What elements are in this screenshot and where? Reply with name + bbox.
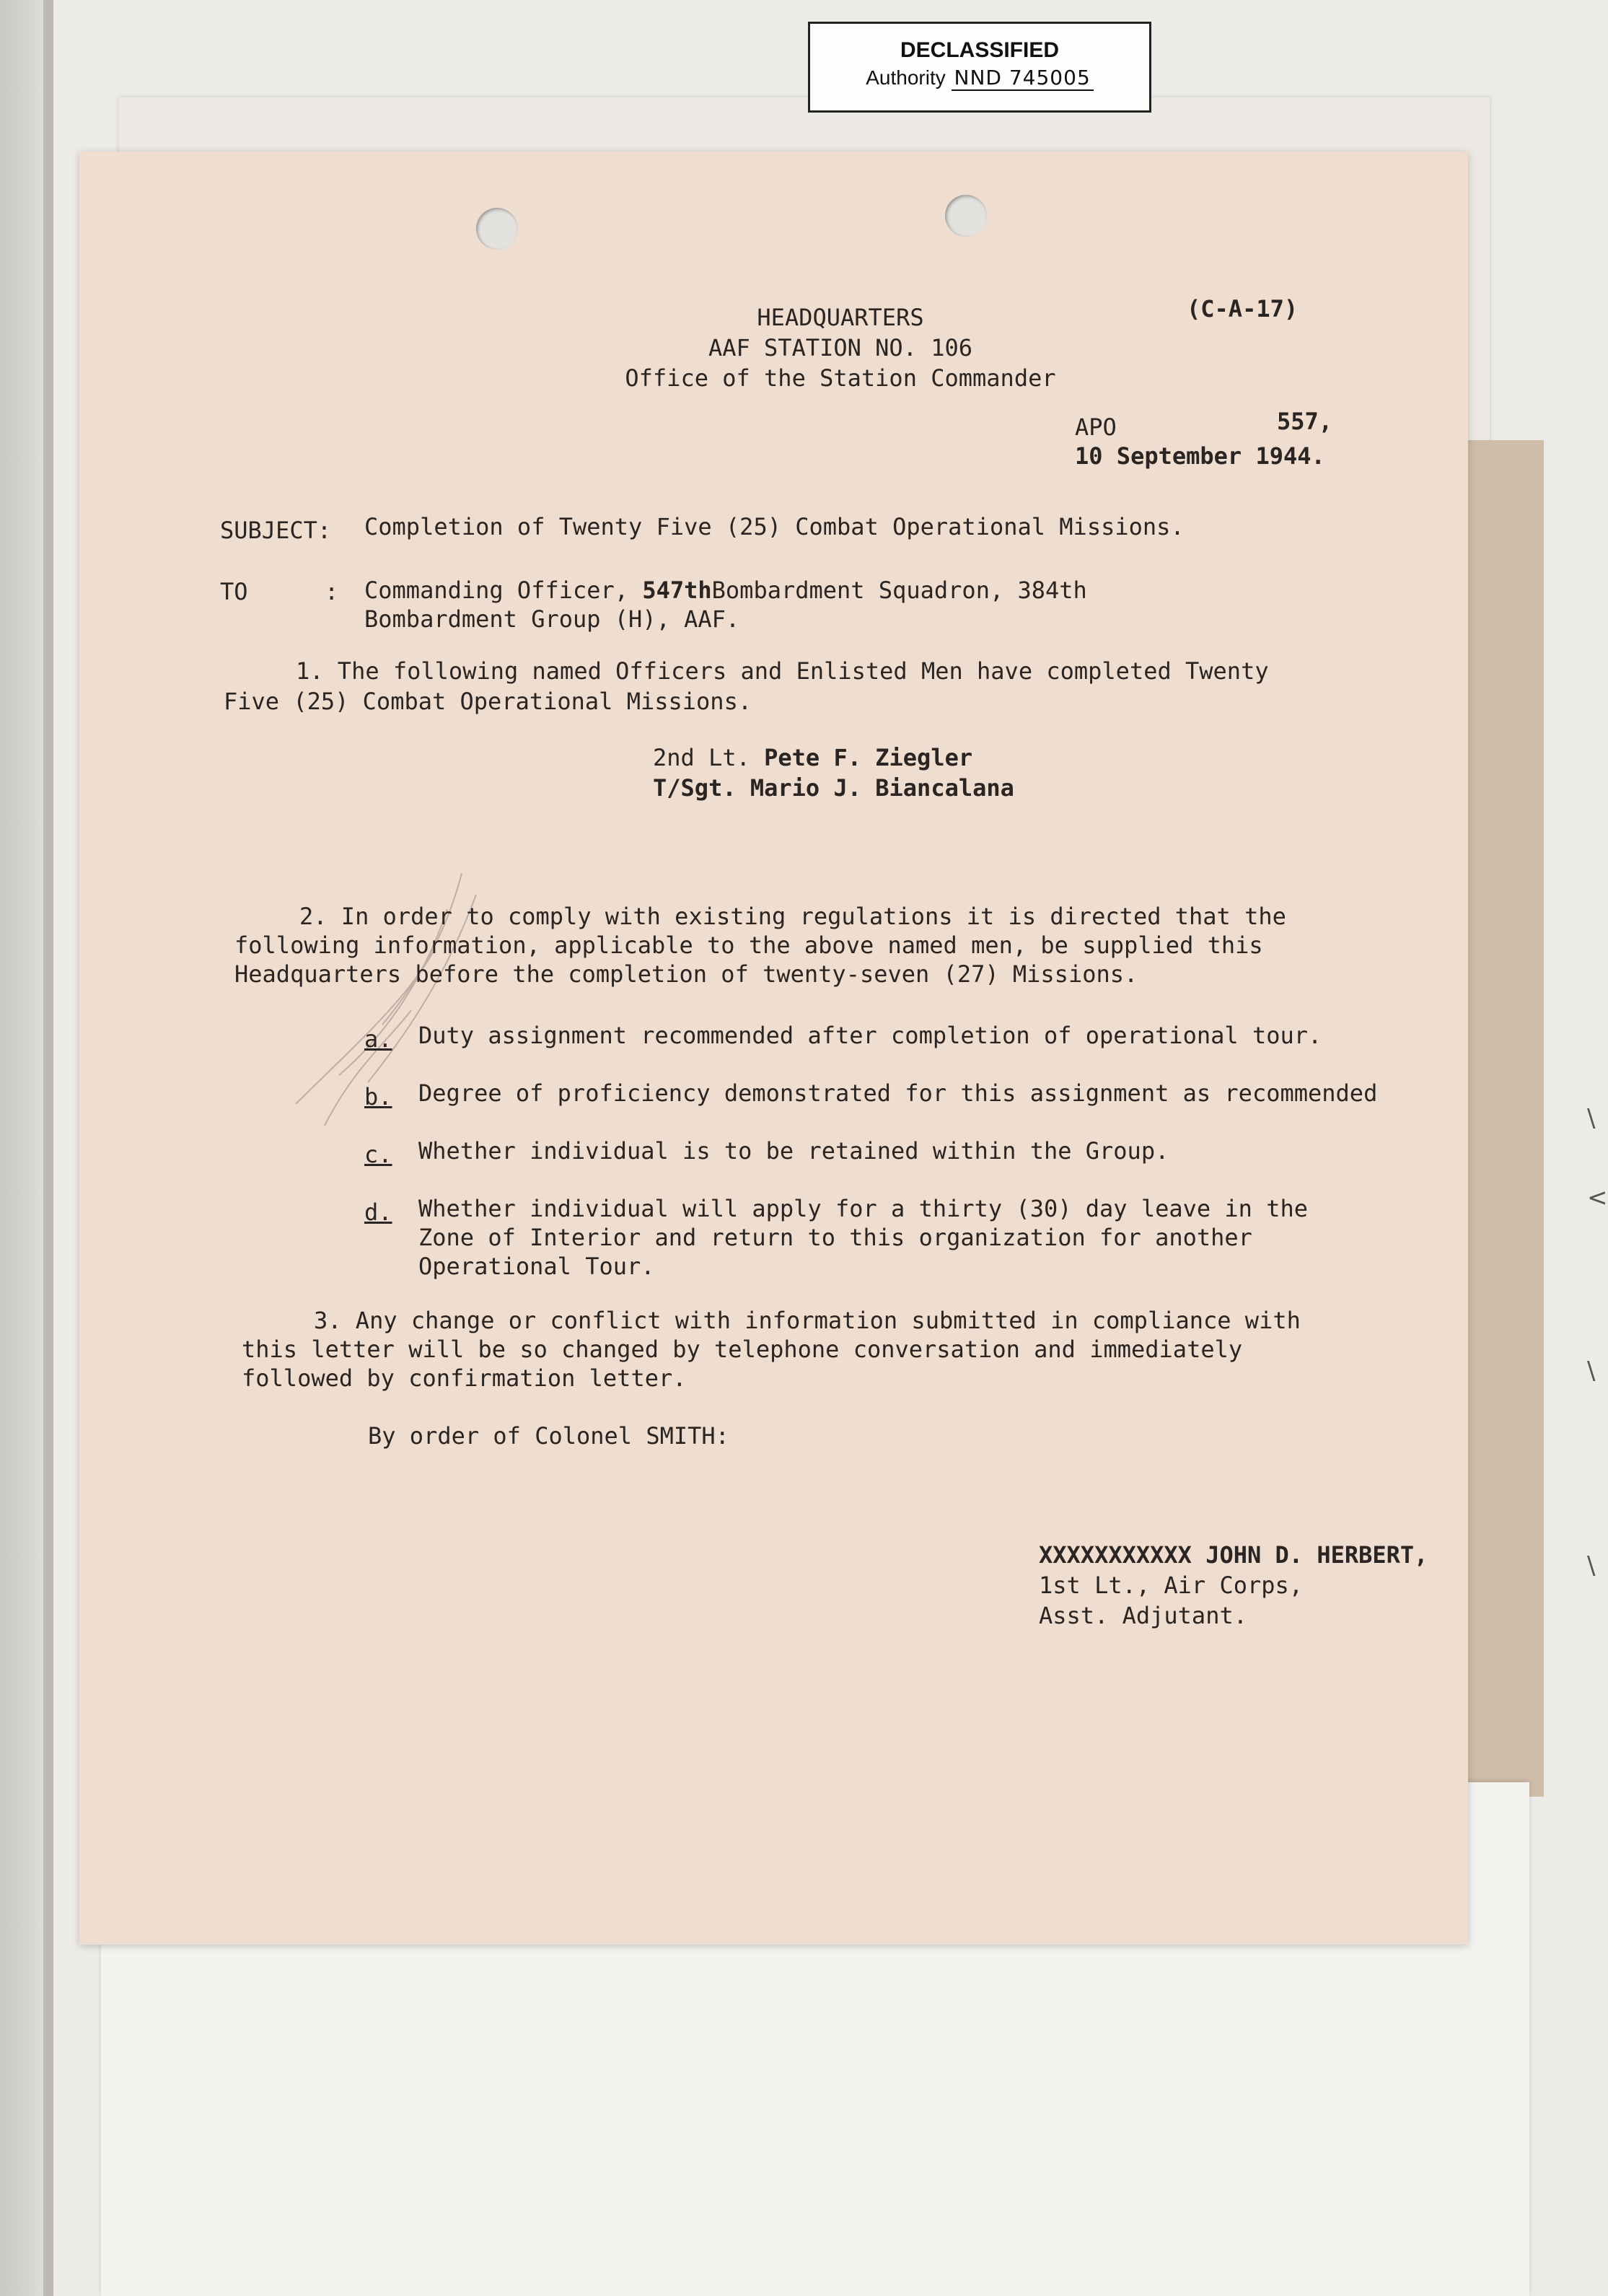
edge-mark: < bbox=[1587, 1183, 1608, 1212]
item-d-text-line-1: Whether individual will apply for a thirty (30) day leave in the bbox=[418, 1195, 1308, 1222]
item-d-letter: d. bbox=[364, 1199, 392, 1226]
background-left-edge bbox=[43, 0, 53, 2296]
item-b-text: Degree of proficiency demonstrated for this assignment as recommended bbox=[418, 1079, 1378, 1107]
apo-number: 557, bbox=[1277, 408, 1333, 435]
item-a-letter: a. bbox=[364, 1025, 392, 1053]
punch-hole-right bbox=[945, 195, 987, 237]
signatory-rank: 1st Lt., Air Corps, bbox=[1039, 1572, 1304, 1599]
item-b-letter: b. bbox=[364, 1083, 392, 1110]
paragraph-2-line-3: Headquarters before the completion of twenty-seven (27) Missions. bbox=[234, 960, 1138, 988]
paragraph-3-line-1: 3. Any change or conflict with information submitted in compliance with bbox=[314, 1307, 1301, 1334]
signatory-name: JOHN D. HERBERT, bbox=[1205, 1541, 1428, 1569]
item-d-text-line-3: Operational Tour. bbox=[418, 1253, 655, 1280]
name-rank: T/Sgt. bbox=[653, 774, 737, 802]
background-left-folder bbox=[0, 0, 43, 2296]
letter-date: 10 September 1944. bbox=[1075, 442, 1325, 470]
struck-out-text: XXXXXXXXXXX bbox=[1039, 1541, 1192, 1569]
paragraph-1-line-2: Five (25) Combat Operational Missions. bbox=[224, 688, 752, 715]
name-rank: 2nd Lt. bbox=[653, 744, 750, 771]
item-c-letter: c. bbox=[364, 1141, 392, 1168]
paragraph-3-line-3: followed by confirmation letter. bbox=[242, 1364, 687, 1392]
header-line-1: HEADQUARTERS bbox=[757, 304, 924, 331]
apo-label: APO bbox=[1075, 413, 1117, 441]
to-colon: : bbox=[325, 578, 339, 605]
punch-hole-left bbox=[476, 208, 518, 250]
by-order-line: By order of Colonel SMITH: bbox=[368, 1422, 729, 1450]
paragraph-2-line-2: following information, applicable to the above named men, be supplied this bbox=[234, 932, 1263, 959]
edge-mark: \ bbox=[1587, 1551, 1596, 1580]
subject-text: Completion of Twenty Five (25) Combat Operational Missions. bbox=[364, 513, 1185, 540]
to-line-2: Bombardment Group (H), AAF. bbox=[364, 605, 740, 633]
to-line-1-end: Bombardment Squadron, 384th bbox=[711, 577, 1087, 604]
stamp-authority-label: Authority bbox=[866, 66, 946, 89]
name-row-1 bbox=[653, 743, 972, 772]
edge-mark: \ bbox=[1587, 1104, 1596, 1133]
header-line-3: Office of the Station Commander bbox=[625, 364, 1056, 392]
name-value: Mario J. Biancalana bbox=[750, 774, 1014, 802]
name-row-2 bbox=[653, 774, 1014, 802]
item-a-text: Duty assignment recommended after completion of operational tour. bbox=[418, 1022, 1322, 1049]
item-d-text-line-2: Zone of Interior and return to this organization for another bbox=[418, 1224, 1252, 1251]
signatory-title: Asst. Adjutant. bbox=[1039, 1602, 1247, 1629]
subject-label: SUBJECT: bbox=[220, 517, 332, 544]
declassified-stamp bbox=[808, 22, 1151, 113]
paragraph-3-line-2: this letter will be so changed by telephone conversation and immediately bbox=[242, 1336, 1243, 1363]
background-right-sheet bbox=[1457, 440, 1544, 1797]
name-value: Pete F. Ziegler bbox=[764, 744, 973, 771]
paragraph-2-line-1: 2. In order to comply with existing regulations it is directed that the bbox=[299, 903, 1286, 930]
stamp-title: DECLASSIFIED bbox=[900, 38, 1060, 62]
signature-name-line bbox=[1039, 1541, 1428, 1569]
to-squadron-number: 547th bbox=[642, 577, 712, 604]
letter-page bbox=[79, 152, 1468, 1945]
to-line-1-start: Commanding Officer, bbox=[364, 577, 629, 604]
paragraph-1-line-1: 1. The following named Officers and Enlisted Men have completed Twenty bbox=[296, 657, 1269, 685]
item-c-text: Whether individual is to be retained within the Group. bbox=[418, 1137, 1169, 1165]
stamp-authority-number: NND 745005 bbox=[952, 66, 1094, 91]
header-line-2: AAF STATION NO. 106 bbox=[708, 334, 973, 362]
edge-mark: \ bbox=[1587, 1357, 1596, 1385]
stamp-authority bbox=[810, 66, 1149, 89]
file-code: (C-A-17) bbox=[1187, 295, 1299, 323]
to-line-1 bbox=[364, 576, 1087, 605]
to-label: TO bbox=[220, 578, 248, 605]
